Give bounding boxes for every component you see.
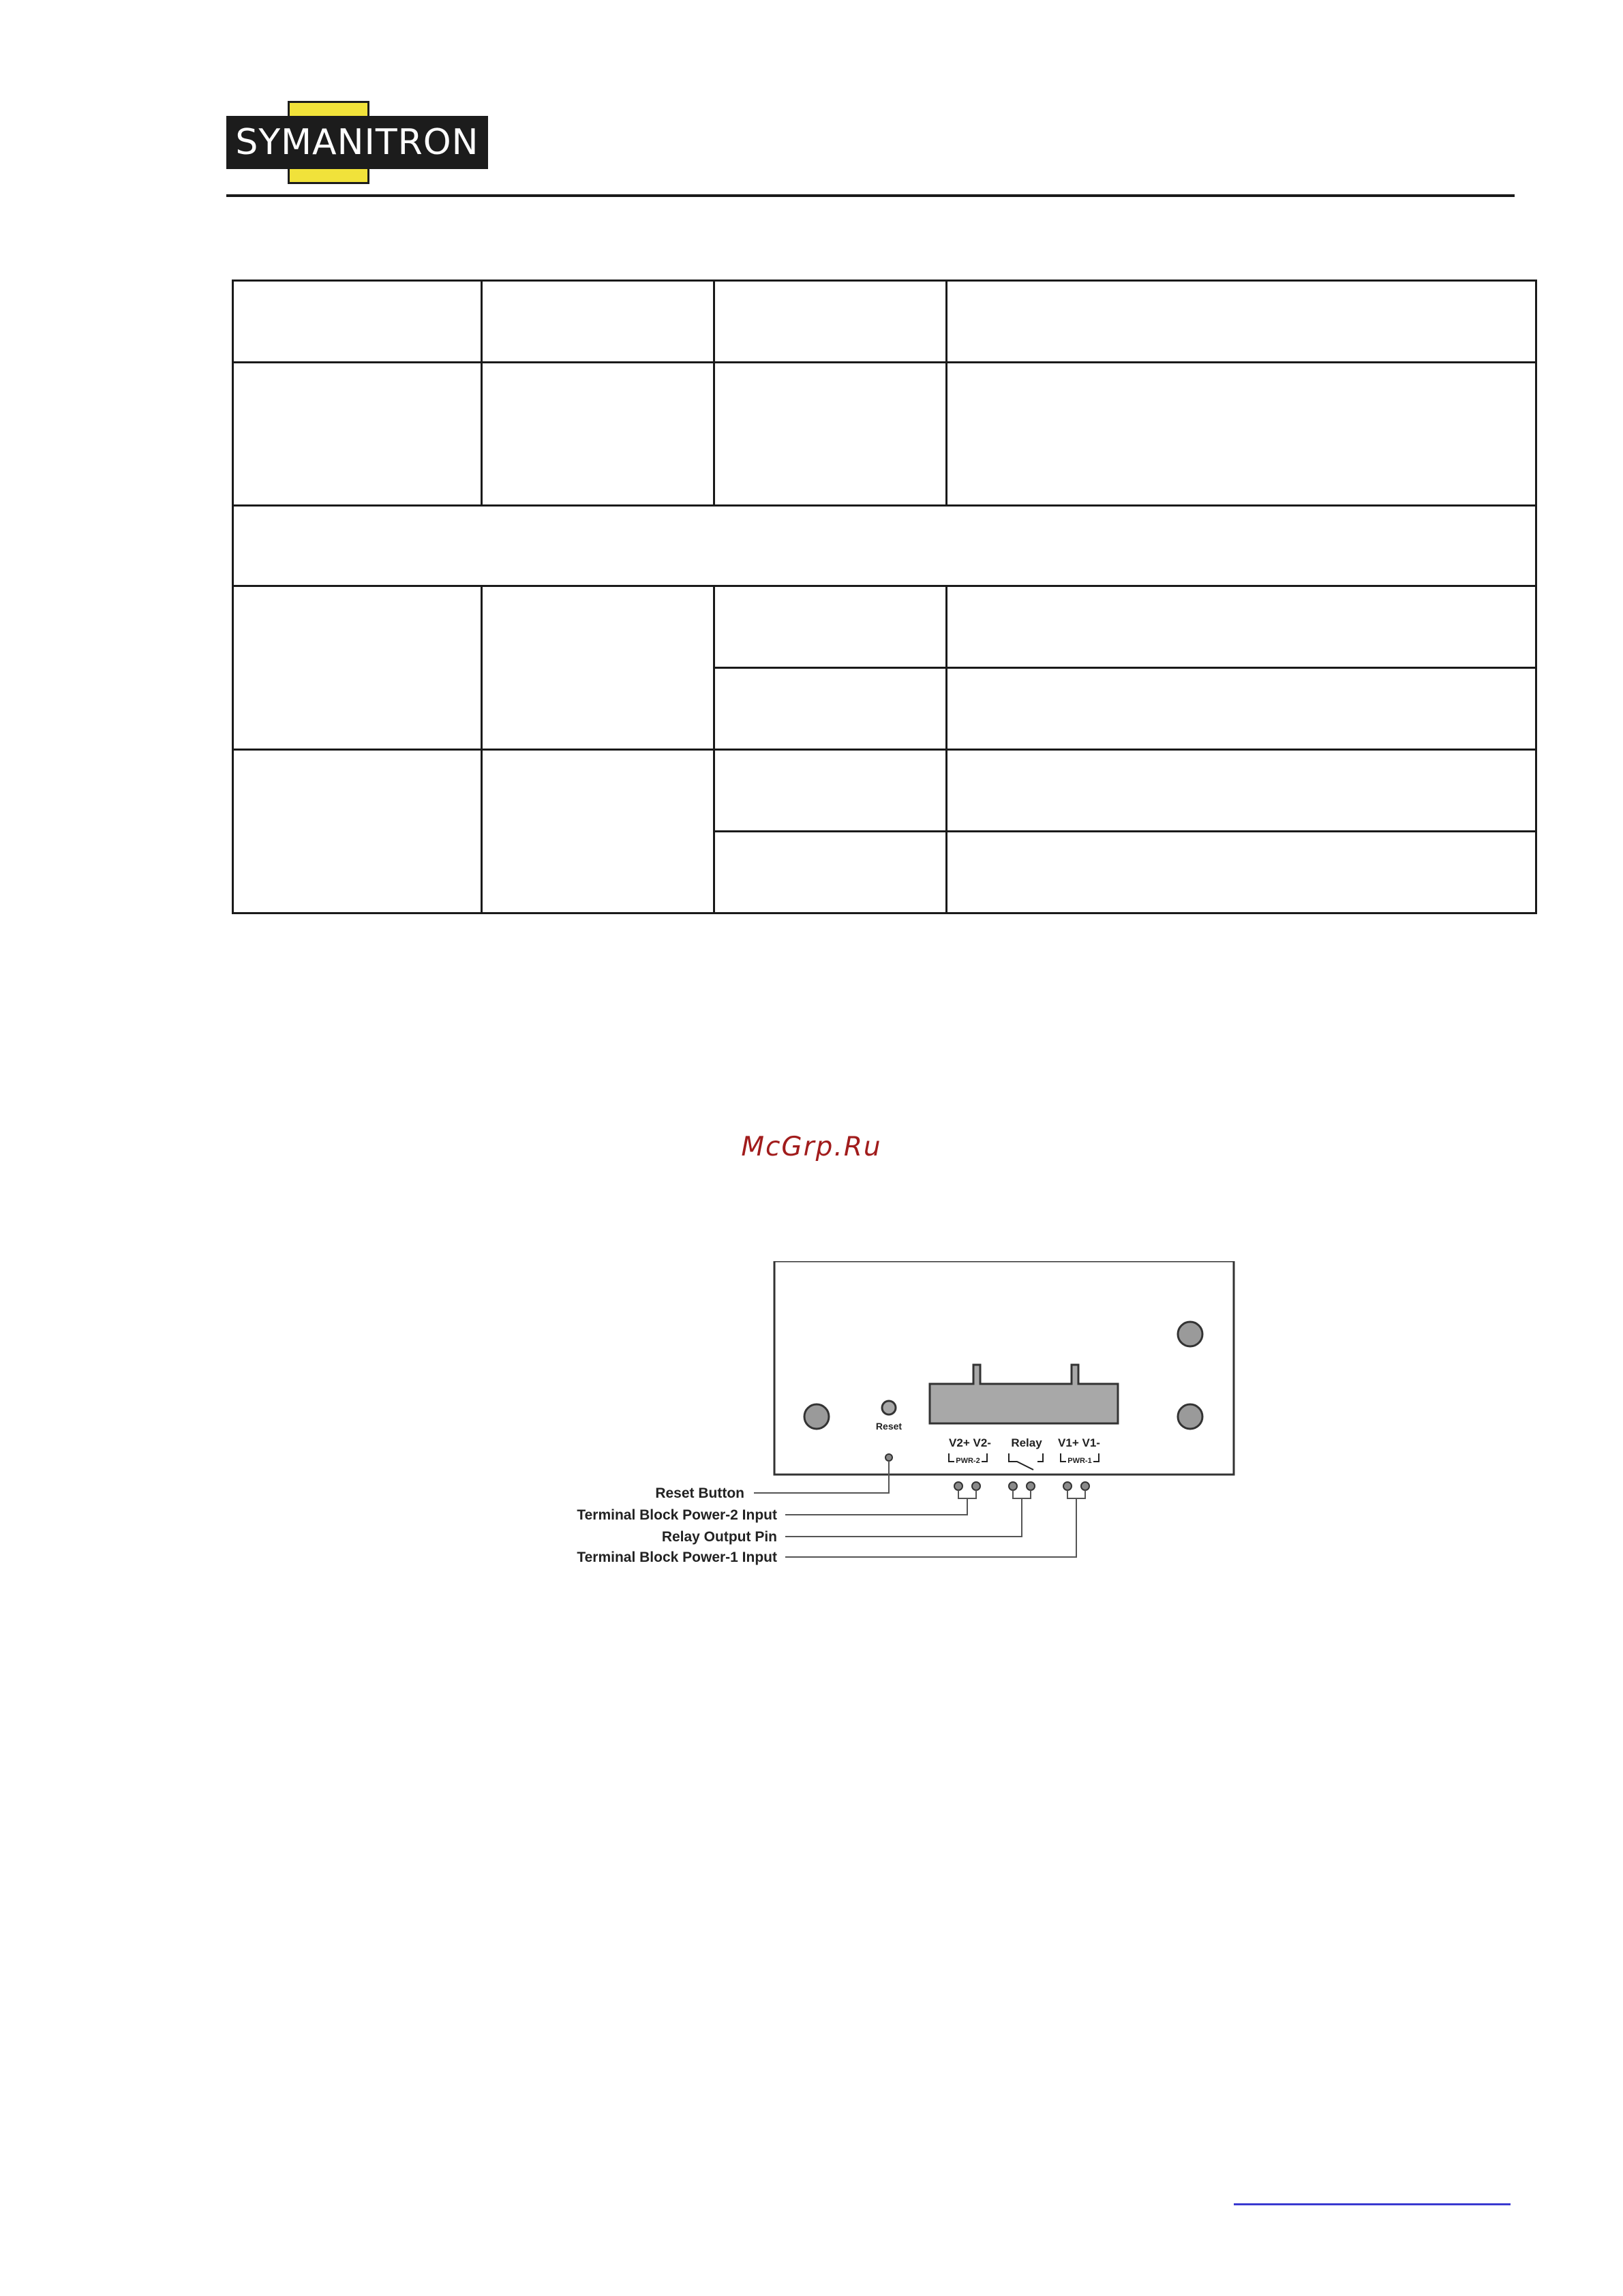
watermark-text: McGrp.Ru (741, 1132, 882, 1162)
table-cell (714, 668, 947, 750)
table-cell (482, 363, 714, 506)
terminal-panel-diagram (518, 1261, 1268, 1575)
table-cell (233, 363, 482, 506)
logo-text: SYMANITRON (235, 122, 479, 163)
terminal-sublabel-pwr2: PWR-2 (956, 1457, 980, 1465)
table-cell (482, 750, 714, 913)
table-row (233, 750, 1536, 832)
table-cell (947, 363, 1536, 506)
reset-label: Reset (875, 1421, 902, 1432)
callout-relay-pin: Relay Output Pin (661, 1529, 777, 1545)
pin (1081, 1482, 1089, 1490)
footer-link-underline[interactable] (1234, 2203, 1511, 2205)
reset-button-icon (882, 1401, 896, 1415)
reset-pin (885, 1454, 892, 1461)
table-span-cell (233, 506, 1536, 586)
table-cell (714, 586, 947, 668)
table-row (233, 363, 1536, 506)
table-row (233, 586, 1536, 668)
callout-reset-button: Reset Button (655, 1485, 744, 1501)
leader-pwr1 (785, 1490, 1085, 1557)
terminal-sublabel-pwr1: PWR-1 (1067, 1457, 1092, 1465)
company-logo (226, 101, 488, 184)
table-cell (947, 750, 1536, 832)
terminal-label-relay: Relay (1011, 1436, 1042, 1449)
pin (1027, 1482, 1035, 1490)
pin (972, 1482, 980, 1490)
table-cell (482, 586, 714, 750)
terminal-label-pwr2: V2+ V2- (949, 1436, 991, 1449)
callout-pwr2-input: Terminal Block Power-2 Input (577, 1507, 777, 1523)
mounting-hole (1178, 1322, 1202, 1346)
pin (954, 1482, 962, 1490)
leader-relay (785, 1490, 1031, 1537)
terminal-label-pwr1: V1+ V1- (1058, 1436, 1100, 1449)
device-panel (774, 1261, 1234, 1475)
table-cell (947, 832, 1536, 913)
table-cell (947, 586, 1536, 668)
leader-pwr2 (785, 1490, 976, 1515)
table-cell (714, 832, 947, 913)
table-row (233, 506, 1536, 586)
table-cell (233, 750, 482, 913)
table-cell (947, 668, 1536, 750)
table-cell (714, 750, 947, 832)
table-row (233, 281, 1536, 363)
logo-black-band (226, 116, 488, 169)
header-divider (226, 194, 1515, 197)
table-cell (233, 281, 482, 363)
table-cell (482, 281, 714, 363)
table-cell (714, 281, 947, 363)
mounting-hole (804, 1404, 829, 1429)
table-cell (947, 281, 1536, 363)
table-cell (714, 363, 947, 506)
mounting-hole (1178, 1404, 1202, 1429)
pin (1009, 1482, 1017, 1490)
pin (1063, 1482, 1072, 1490)
callout-pwr1-input: Terminal Block Power-1 Input (577, 1550, 777, 1565)
table-cell (233, 586, 482, 750)
spec-table (232, 280, 1537, 914)
